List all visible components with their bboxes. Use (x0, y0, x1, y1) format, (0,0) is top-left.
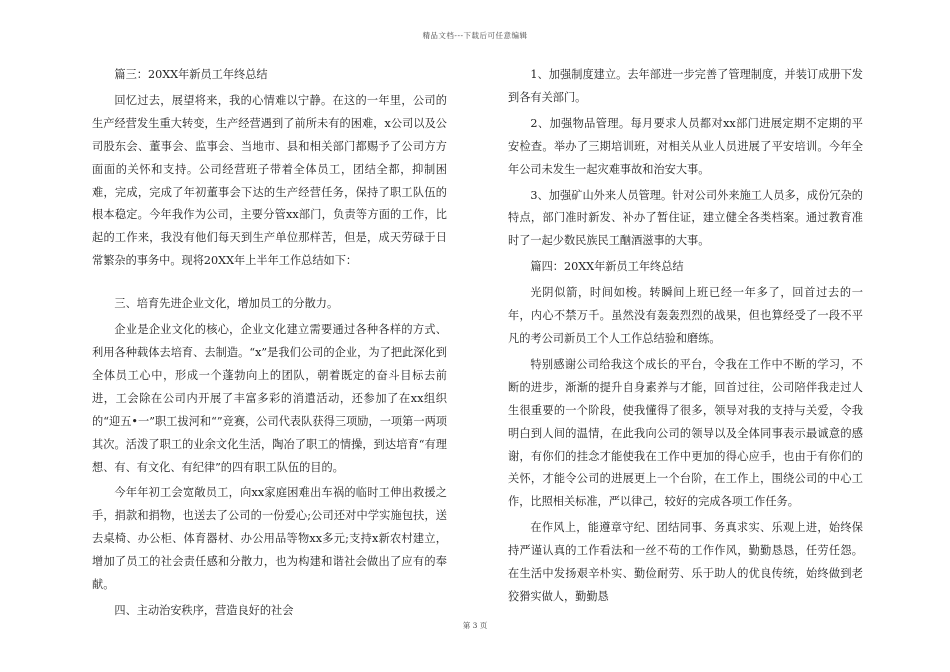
right-column (508, 64, 863, 612)
list-item: 2、加强物品管理。每月要求人员都对xx部门进展定期不定期的平安检查。举办了三期培训班，对相关从业人员进展了平安培训。今年全年公司未发生一起灾难事故和治安大事。 (508, 116, 863, 176)
section-heading: 三、培育先进企业文化，增加员工的分散力。 (114, 297, 339, 311)
paragraph: 回忆过去，展望将来，我的心情难以宁静。在这的一年里，公司的生产经营发生重大转变，生产经营遇到了前所未有的困难，x公司以及公司股东会、董事会、监事会、当地市、县和相关部门都赐予了公司方方面面的关怀和支持。公司经营班子带着全体员工，团结全都，抑制困难，完成，完成了年初董事会下达的生产经营任务，保持了职工队伍的根本稳定。今年我作为公司，主要分管xx部门，负责等方面的工作，比起的工作来，我没有他们每天到生产单位那样苦，但是，成天劳碌于日常繁杂的事务中。现将20XX年上半年工作总结如下： (92, 93, 447, 268)
paragraph: 特别感谢公司给我这个成长的平台，令我在工作中不断的学习，不断的进步，渐渐的提升自身素养与才能，回首过往，公司陪伴我走过人生很重要的一个阶段，使我懂得了很多，领导对我的支持与关爱，令我明白到人间的温情，在此我向公司的领导以及全体同事表示最诚意的感谢，有你们的挂念才能使我在工作中更加的得心应手，也由于有你们的关怀，才能令公司的进展更上一个台阶，在工作上，围绕公司的中心工作，比照相关标准，严以律己，较好的完成各项工作任务。 (508, 357, 863, 509)
section-title: 篇三：20XX年新员工年终总结 (114, 68, 268, 81)
section-heading: 四、主动治安秩序，营造良好的社会 (114, 603, 294, 617)
page-number: 第 3 页 (462, 621, 488, 630)
section-title: 篇四：20XX年新员工年终总结 (530, 260, 684, 274)
paragraph: 光阴似箭，时间如梭。转瞬间上班已经一年多了，回首过去的一年，内心不禁万千。虽然没有轰轰烈烈的战果，但也算经受了一段不平凡的考公司新员工个人工作总结验和磨练。 (508, 286, 863, 345)
paragraph: 在作风上，能遵章守纪、团结同事、务真求实、乐观上进，始终保持严谨认真的工作看法和一丝不苟的工作作风，勤勤恳恳，任劳任怨。在生活中发扬艰辛朴实、勤俭耐劳、乐于助人的优良传统，始终做到老狡猾实做人，勤勤恳 (508, 521, 863, 603)
paragraph: 企业是企业文化的核心，企业文化建立需要通过各种各样的方式、利用各种载体去培育、去制造。“x”是我们公司的企业，为了把此深化到全体员工心中，形成一个蓬勃向上的团队，朝着既定的奋斗目标去前进，工会除在公司内开展了丰富多彩的消遣活动，还参加了在xx组织的“迎五•一”职工拔河和“”竞赛，公司代表队获得三项励，一项第一两项其次。活泼了职工的业余文化生活，陶冶了职工的情操，到达培育“有理想、有、有文化、有纪律”的四有职工队伍的目的。 (92, 323, 447, 474)
left-column (92, 64, 447, 626)
page-header: 精品文档---下载后可任意编辑 (422, 31, 528, 40)
list-item: 3、加强矿山外来人员管理。针对公司外来施工人员多，成份冗杂的特点，部门准时新发、补办了暂住证，建立健全各类档案。通过教育准时了一起少数民族民工酗酒滋事的大事。 (508, 188, 863, 248)
paragraph: 今年年初工会宽敞员工，向xx家庭困难出车祸的临时工伸出救援之手，捐款和捐物，也送去了公司的一份爱心;公司还对中学实施包扶，送去桌椅、办公柜、体育器材、办公用品等物xx多元;支持x新农村建立，增加了员工的社会责任感和分散力，也为构建和谐社会做出了应有的奉献。 (92, 486, 447, 592)
list-item: 1、加强制度建立。去年部进一步完善了管理制度，并装订成册下发到各有关部门。 (508, 68, 863, 104)
